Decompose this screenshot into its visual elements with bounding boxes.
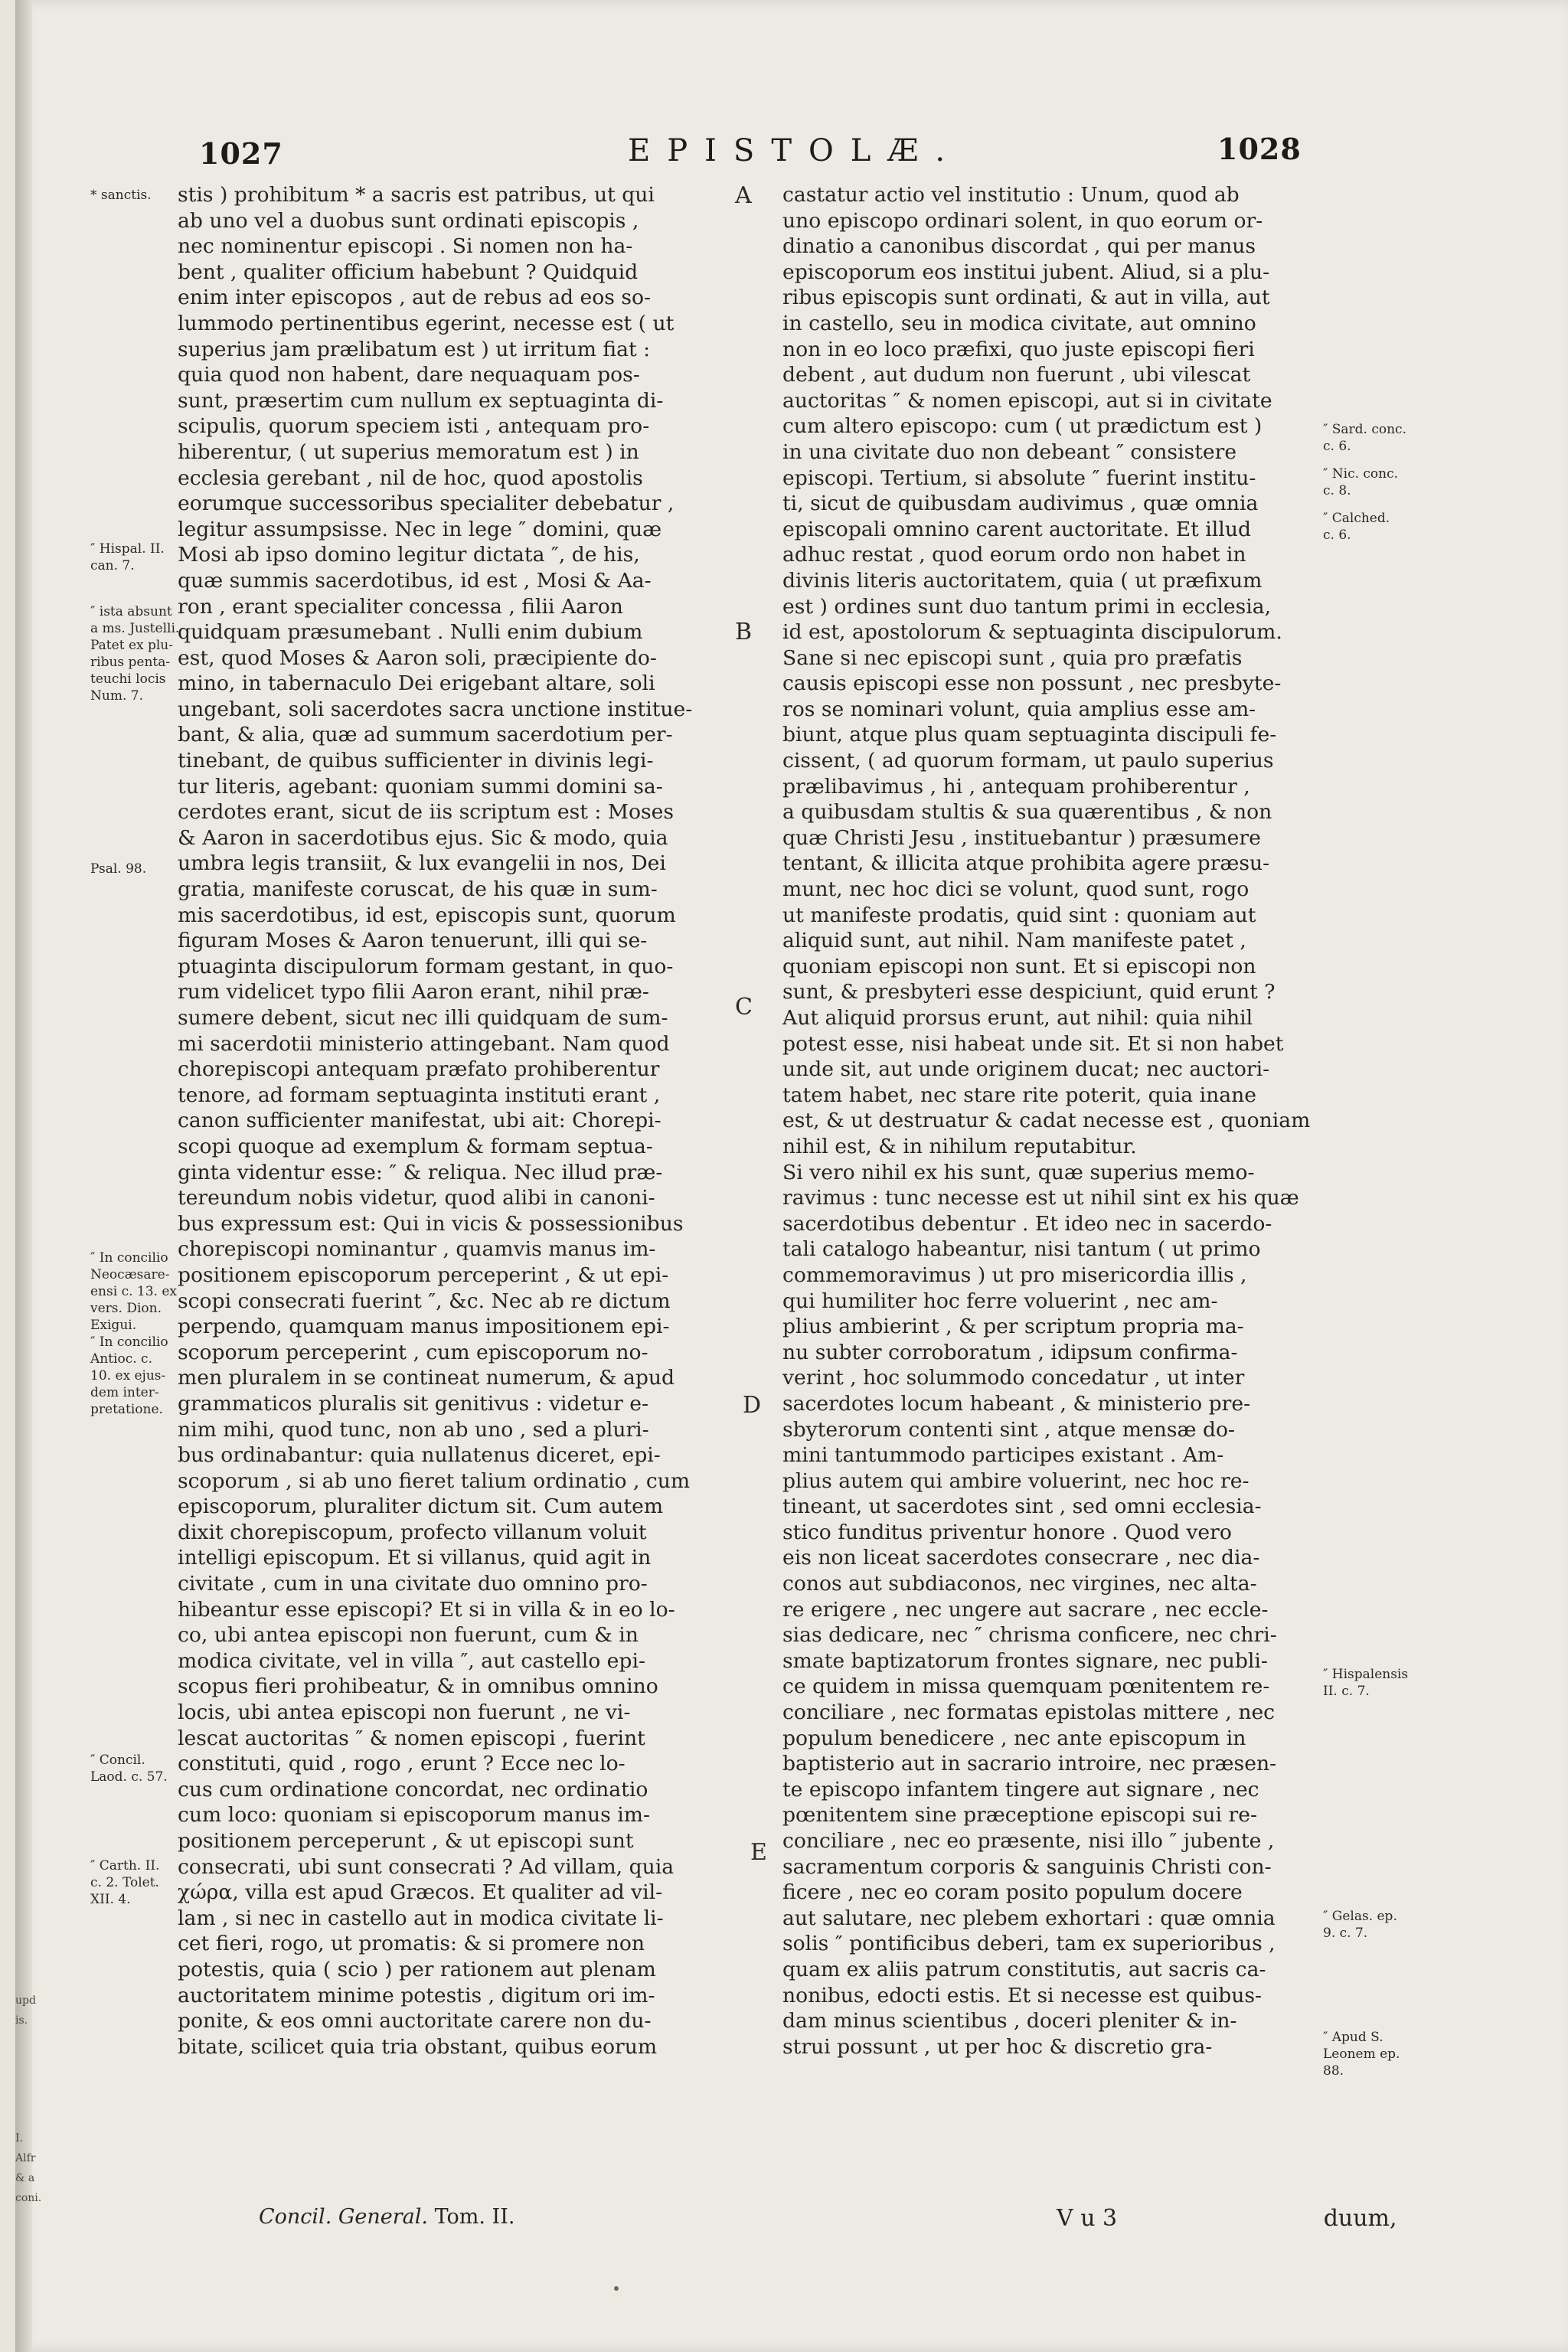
signature-mark [1057,2205,1397,2232]
text-line: cus cum ordinatione concordat, nec ordinatio [178,1777,648,1802]
signature-mark-text: V u 3 [1057,2205,1118,2232]
text-line: cum loco: quoniam si episcoporum manus im- [178,1803,650,1828]
text-line: bus expressum est: Qui in vicis & possessionibus [178,1211,684,1236]
text-line: intelligi episcopum. Et si villanus, quid agit in [178,1546,652,1570]
text-line: est, quod Moses & Aaron soli, præcipiente do- [178,645,657,670]
right-page-number: 1028 [1217,132,1302,166]
text-line: positionem episcoporum perceperint , & ut epi- [178,1263,669,1287]
text-line: scopi quoque ad exemplum & formam septua- [178,1134,653,1158]
text-line: quidquam præsumebant . Nulli enim dubium [178,620,643,645]
text-line: locis, ubi antea episcopi non fuerunt , ne vi- [178,1700,631,1725]
text-line: cum altero episcopo: cum ( ut prædictum est ) [782,414,1263,439]
text-line: debent , aut dudum non fuerunt , ubi vilescat [782,363,1251,387]
text-line: dixit chorepiscopum, profecto villanum voluit [178,1520,647,1544]
text-line: dinatio a canonibus discordat , qui per manus [782,234,1256,259]
text-line: a quibusdam stultis & sua quærentibus , & non [782,800,1272,825]
text-line: nu subter corroboratum , idipsum confirma- [782,1340,1238,1364]
text-line: castatur actio vel institutio : Unum, quod ab [782,183,1240,207]
text-line: auctoritas ″ & nomen episcopi, aut si in civitate [782,388,1272,413]
text-line: nihil est, & in nihilum reputabitur. [782,1134,1137,1158]
text-line: tali catalogo habeantur, nisi tantum ( ut primo [782,1237,1261,1262]
text-line: χώρα, villa est apud Græcos. Et qualiter ad vil- [178,1880,663,1905]
left-page-number: 1027 [199,136,283,171]
text-line: & Aaron in sacerdotibus ejus. Sic & modo, quia [178,825,668,850]
text-line: legitur assumpsisse. Nec in lege ″ domini, quæ [178,517,662,541]
text-line: rum videlicet typo filii Aaron erant, nihil præ- [178,980,649,1004]
text-line: populum benedicere , nec ante episcopum in [782,1726,1246,1750]
text-line: ungebant, soli sacerdotes sacra unctione instituе- [178,697,693,721]
signature-line [259,2205,514,2229]
text-line: cissent, ( ad quorum formam, ut paulo superius [782,749,1274,773]
running-title: EPISTOLÆ. [628,133,962,168]
text-line: cerdotes erant, sicut de iis scriptum est : Moses [178,800,675,825]
text-line: smate baptizatorum frontes signare, nec publi- [782,1648,1268,1673]
text-line: bitate, scilicet quia tria obstant, quibus eorum [178,2034,658,2059]
text-line: grammaticos pluralis sit genitivus : videtur e- [178,1391,648,1416]
text-line: est, & ut destruatur & cadat necesse est , quoniam [782,1109,1311,1133]
margin-note: ″ Apud S. Leonem ep. 88. [1323,2030,1400,2079]
text-line: nim mihi, quod tunc, non ab uno , sed a pluri- [178,1417,649,1442]
text-line: divinis literis auctoritatem, quia ( ut præfixum [782,568,1263,593]
text-line: solis ″ pontificibus deberi, tam ex superioribus , [782,1932,1276,1956]
running-header [15,129,1568,182]
text-line: quam ex aliis patrum constitutis, aut sacris ca- [782,1957,1266,1981]
book-page [15,0,1568,2352]
text-line: quoniam episcopi non sunt. Et si episcopi non [782,954,1256,978]
text-line: scoporum , si ab uno fieret talium ordinatio , cum [178,1468,691,1493]
text-line: ravimus : tunc necesse est ut nihil sint ex his quæ [782,1186,1299,1210]
margin-note: * sanctis. [90,188,152,203]
text-line: sacerdotibus debentur . Et ideo nec in sacerdo- [782,1211,1272,1236]
text-line: umbra legis transiit, & lux evangelii in nos, Dei [178,851,666,876]
text-line: Si vero nihil ex his sunt, quæ superius memo- [782,1160,1255,1184]
text-line: adhuc restat , quod eorum ordo non habet in [782,543,1246,567]
text-line: stico funditus priventur honore . Quod vero [782,1520,1232,1544]
margin-note: ″ Hispalensis II. c. 7. [1323,1667,1409,1699]
text-line: scopus fieri prohibeatur, & in omnibus omnino [178,1674,658,1699]
text-line: tineant, ut sacerdotes sint , sed omni ecclesia- [782,1494,1262,1519]
text-line: gratia, manifeste coruscat, de his quæ in sum- [178,877,658,902]
section-letter: D [743,1392,762,1419]
text-line: ut manifeste prodatis, quid sint : quoniam aut [782,903,1256,927]
text-line: chorepiscopi antequam præfato prohiberentur [178,1057,660,1082]
margin-note: Psal. 98. [90,861,147,877]
text-line: sias dedicare, nec ″ chrisma conficere, nec chri- [782,1623,1277,1648]
text-line: nec nominentur episcopi . Si nomen non ha- [178,234,633,259]
tome-text: Tom. II. [434,2205,515,2229]
section-letter: A [735,182,752,209]
text-line: positionem perceperunt , & ut episcopi sunt [178,1829,634,1853]
margin-note: ″ Nic. conc. c. 8. [1323,466,1399,498]
text-line: Mosi ab ipso domino legitur dictata ″, de his, [178,543,640,567]
text-line: ribus episcopis sunt ordinati, & aut in villa, aut [782,286,1270,310]
text-line: causis episcopi esse non possunt , nec presbyte- [782,671,1282,696]
text-line: episcopi. Tertium, si absolute ″ fuerint institu- [782,466,1256,490]
text-line: sacramentum corporis & sanguinis Christi con- [782,1854,1272,1879]
text-line: quæ Christi Jesu , instituebantur ) præsumere [782,825,1261,850]
text-line: episcoporum, pluraliter dictum sit. Cum autem [178,1494,664,1519]
text-line: nonibus, edocti estis. Et si necesse est quibus- [782,1983,1263,2007]
text-line: sbyterorum contenti sint , atque mensæ do- [782,1417,1235,1442]
text-line: consecrati, ubi sunt consecrati ? Ad villam, quia [178,1854,675,1879]
text-line: conciliare , nec formatas epistolas mittere , nec [782,1700,1276,1725]
section-letter: B [735,619,753,645]
margin-note: ″ ista absunt a ms. Justelli. Patet ex plu- ribus penta- teuchi locis Num. 7. [90,604,180,704]
text-line: eis non liceat sacerdotes consecrare , nec dia- [782,1546,1260,1570]
text-line: baptisterio aut in sacrario introire, nec præsen- [782,1752,1277,1776]
margin-note: ″ Gelas. ep. 9. c. 7. [1323,1909,1397,1941]
text-line: quia quod non habent, dare nequaquam pos- [178,363,640,387]
margin-note: ″ Hispal. II. can. 7. [90,541,165,573]
text-line: scoporum perceperint , cum episcoporum no- [178,1340,648,1364]
text-line: ginta videntur esse: ″ & reliqua. Nec illud præ- [178,1160,663,1184]
margin-note: ″ Concil. Laod. c. 57. [90,1753,168,1785]
signature-text: Concil. General. [259,2205,428,2229]
text-line: Sane si nec episcopi sunt , quia pro præfatis [782,645,1243,670]
text-line: tinebant, de quibus sufficienter in divinis legi- [178,749,654,773]
text-line: chorepiscopi nominantur , quamvis manus im- [178,1237,656,1262]
text-line: tentant, & illicita atque prohibita agere præsu- [782,851,1270,876]
text-line: conciliare , nec eo præsente, nisi illo ″ jubente , [782,1829,1275,1853]
margin-note: ″ Sard. conc. c. 6. [1323,422,1406,454]
text-line: potest esse, nisi habeat unde sit. Et si non habet [782,1031,1284,1056]
text-line: est ) ordines sunt duo tantum primi in ecclesia, [782,594,1272,619]
text-line: episcopali omnino carent auctoritate. Et illud [782,517,1251,541]
ink-dot [614,2286,619,2291]
text-line: men pluralem in se contineat numerum, & apud [178,1366,675,1390]
text-line: co, ubi antea episcopi non fuerunt, cum & in [178,1623,639,1648]
text-line: in castello, seu in modica civitate, aut omnino [782,311,1256,335]
text-line: bent , qualiter officium habebunt ? Quidquid [178,260,639,284]
text-line: episcoporum eos institui jubent. Aliud, si a plu- [782,260,1270,284]
text-line: superius jam prælibatum est ) ut irritum fiat : [178,337,651,361]
text-line: ce quidem in missa quemquam pœnitentem re- [782,1674,1270,1699]
text-line: mis sacerdotibus, id est, episcopis sunt, quorum [178,903,676,927]
text-line: ponite, & eos omni auctoritate carere non du- [178,2009,652,2034]
text-line: cet fieri, rogo, ut promatis: & si promere non [178,1932,645,1956]
catchword: duum, [1323,2205,1397,2232]
text-line: prælibavimus , hi , antequam prohiberentur , [782,774,1250,799]
text-line: lam , si nec in castello aut in modica civitate li- [178,1906,664,1930]
text-line: auctoritatem minime potestis , digitum ori im- [178,1983,655,2007]
text-line: aut salutare, nec plebem exhortari : quæ omnia [782,1906,1276,1930]
text-line: tatem habet, nec stare rite poterit, quia inane [782,1083,1256,1107]
margin-note: ″ Calched. c. 6. [1323,511,1390,543]
text-line: sunt, præsertim cum nullum ex septuaginta di- [178,388,664,413]
text-line: plius ambierint , & per scriptum propria ma- [782,1315,1244,1339]
section-letter: C [735,994,753,1021]
text-line: ron , erant specialiter concessa , filii Aaron [178,594,623,619]
text-line: Aut aliquid prorsus erunt, aut nihil: quia nihil [782,1006,1253,1030]
text-line: ptuaginta discipulorum formam gestant, in quo- [178,954,674,978]
text-line: pœnitentem sine præceptione episcopi sui re- [782,1803,1257,1828]
text-line: non in eo loco præfixi, quo juste episcopi fieri [782,337,1255,361]
margin-note: ″ Carth. II. c. 2. Tolet. XII. 4. [90,1858,160,1907]
text-line: aliquid sunt, aut nihil. Nam manifeste patet , [782,929,1246,953]
text-line: lummodo pertinentibus egerint, necesse est ( ut [178,311,675,335]
text-line: ti, sicut de quibusdam audivimus , quæ omnia [782,492,1259,516]
text-line: in una civitate duo non debeant ″ consistere [782,439,1237,464]
text-line: figuram Moses & Aaron tenuerunt, illi qui se- [178,929,648,953]
text-line: id est, apostolorum & septuaginta discipulorum. [782,620,1282,645]
text-line: sumere debent, sicut nec illi quidquam de sum- [178,1006,668,1030]
text-line: bant, & alia, quæ ad summum sacerdotium per- [178,723,673,747]
text-line: qui humiliter hoc ferre voluerint , nec am- [782,1289,1218,1313]
text-line: lescat auctoritas ″ & nomen episcopi , fuerint [178,1726,645,1750]
text-line: sunt, & presbyteri esse despiciunt, quid erunt ? [782,980,1276,1004]
section-letter: E [750,1839,767,1866]
text-line: verint , hoc solummodo concedatur , ut inter [782,1366,1245,1390]
text-line: scipulis, quorum speciem isti , antequam pro- [178,414,650,439]
text-line: munt, nec hoc dici se volunt, quod sunt, rogo [782,877,1250,902]
text-line: stis ) prohibitum * a sacris est patribus, ut qui [178,183,655,207]
text-line: hibeantur esse episcopi? Et si in villa & in eo lo- [178,1597,675,1622]
text-line: ficere , nec eo coram posito populum docere [782,1880,1243,1905]
text-line: enim inter episcopos , aut de rebus ad eos so- [178,286,651,310]
text-line: eorumque successoribus specialiter debebatur , [178,492,675,516]
edge-fragment: upd is. [15,1994,36,2027]
text-line: dam minus scientibus , doceri pleniter & in- [782,2009,1237,2034]
text-line: civitate , cum in una civitate duo omnino pro- [178,1572,648,1596]
text-line: canon sufficienter manifestat, ubi ait: Chorepi- [178,1109,662,1133]
text-line: sacerdotes locum habeant , & ministerio pre- [782,1391,1251,1416]
text-line: biunt, atque plus quam septuaginta discipuli fe- [782,723,1277,747]
text-line: hiberentur, ( ut superius memoratum est ) in [178,439,639,464]
text-line: bus ordinabantur: quia nullatenus diceret, epi- [178,1443,661,1468]
text-line: potestis, quia ( scio ) per rationem aut plenam [178,1957,656,1981]
margin-note: ″ In concilio Neocæsare- ensi c. 13. ex vers. Dion. Exigui. ″ In concilio Antioc. c. 10. ex ejus- dem inter- pretatione. [90,1250,177,1417]
text-line: tenore, ad formam septuaginta instituti erant , [178,1083,661,1107]
text-line: ecclesia gerebant , nil de hoc, quod apostolis [178,466,643,490]
text-line: modica civitate, vel in villa ″, aut castello epi- [178,1648,645,1673]
text-line: constituti, quid , rogo , erunt ? Ecce nec lo- [178,1752,626,1776]
text-line: conos aut subdiaconos, nec virgines, nec alta- [782,1572,1257,1596]
text-line: tereundum nobis videtur, quod alibi in canoni- [178,1186,655,1210]
text-line: mi sacerdotii ministerio attingebant. Nam quod [178,1031,670,1056]
text-line: ros se nominari volunt, quia amplius esse am- [782,697,1256,721]
text-line: unde sit, aut unde originem ducat; nec auctori- [782,1057,1270,1082]
text-line: plius autem qui ambire voluerint, nec hoc re- [782,1468,1250,1493]
text-line: mini tantummodo participes existant . Am- [782,1443,1224,1468]
text-line: te episcopo infantem tingere aut signare , nec [782,1777,1259,1802]
text-line: strui possunt , ut per hoc & discretio gra- [782,2034,1213,2059]
text-line: ab uno vel a duobus sunt ordinati episcopis , [178,208,639,233]
text-line: scopi consecrati fuerint ″, &c. Nec ab re dictum [178,1289,671,1313]
text-line: re erigere , nec ungere aut sacrare , nec eccle- [782,1597,1269,1622]
left-text-column [178,182,760,2060]
text-line: commemoravimus ) ut pro misericordia illis , [782,1263,1247,1287]
edge-fragment: I. Alfr & a coni. [15,2132,42,2204]
right-text-column [782,182,1318,2060]
text-line: mino, in tabernaculo Dei erigebant altare, soli [178,671,655,696]
text-line: perpendo, quamquam manus impositionem epi- [178,1315,670,1339]
text-line: uno episcopo ordinari solent, in quo eorum or- [782,208,1263,233]
text-line: tur literis, agebant: quoniam summi domini sa- [178,774,663,799]
text-line: quæ summis sacerdotibus, id est , Mosi & Aa- [178,568,652,593]
